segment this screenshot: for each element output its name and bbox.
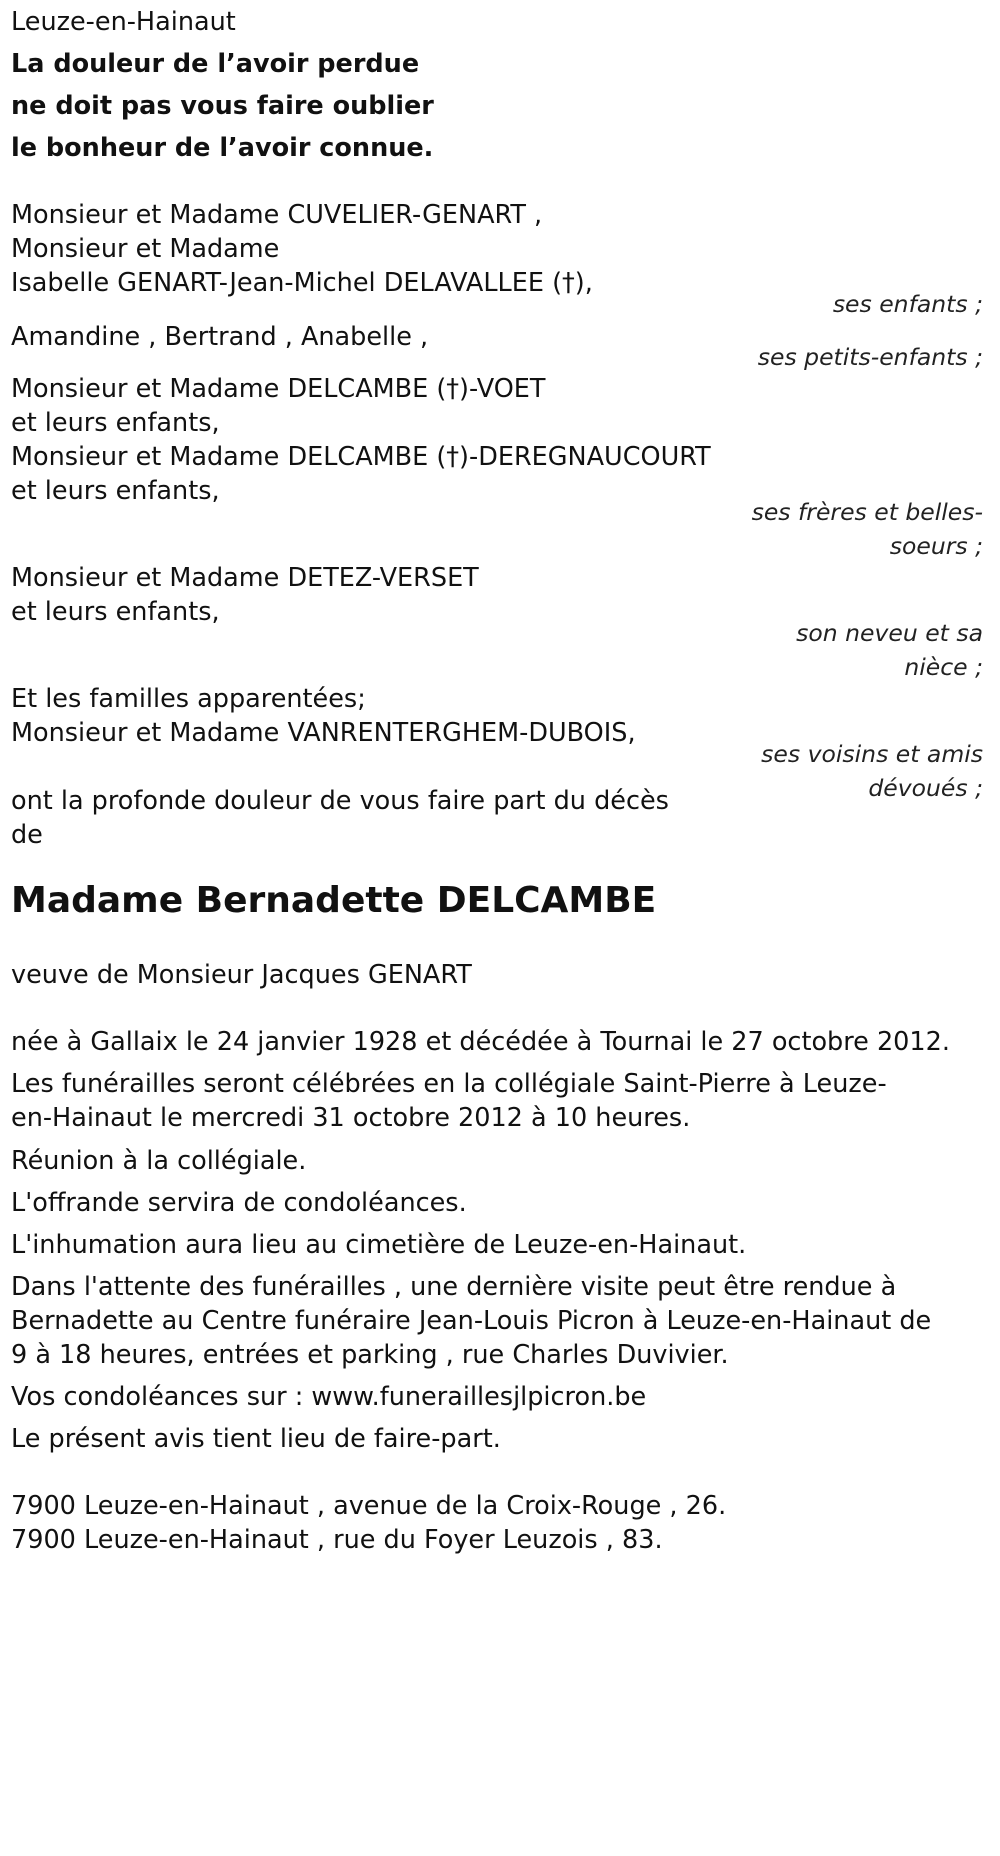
nephew-role-2: nièce ; <box>904 653 983 681</box>
burial-line: L'inhumation aura lieu au cimetière de Leuze-en-Hainaut. <box>11 1230 747 1260</box>
city-heading: Leuze-en-Hainaut <box>11 7 236 37</box>
children-line-1: Monsieur et Madame CUVELIER-GENART , <box>11 200 543 230</box>
others-role-1: ses voisins et amis <box>761 740 983 768</box>
siblings-line-3: Monsieur et Madame DELCAMBE (†)-DEREGNAUCOURT <box>11 442 711 472</box>
funeral-line-1: Les funérailles seront célébrées en la collégiale Saint-Pierre à Leuze- <box>11 1069 887 1099</box>
announcement-line-1: ont la profonde douleur de vous faire part du décès <box>11 786 669 816</box>
siblings-line-2: et leurs enfants, <box>11 408 220 438</box>
condolences-line: Vos condoléances sur : www.funeraillesjlpicron.be <box>11 1382 647 1412</box>
children-line-3: Isabelle GENART-Jean-Michel DELAVALLEE (†), <box>11 268 593 298</box>
grandchildren-line: Amandine , Bertrand , Anabelle , <box>11 322 429 352</box>
visit-line-3: 9 à 18 heures, entrées et parking , rue Charles Duvivier. <box>11 1340 729 1370</box>
poem-line-2: ne doit pas vous faire oublier <box>11 91 434 121</box>
visit-line-1: Dans l'attente des funérailles , une dernière visite peut être rendue à <box>11 1272 897 1302</box>
others-line-2: Monsieur et Madame VANRENTERGHEM-DUBOIS, <box>11 718 636 748</box>
address-line-1: 7900 Leuze-en-Hainaut , avenue de la Croix-Rouge , 26. <box>11 1491 727 1521</box>
nephew-role-1: son neveu et sa <box>796 619 983 647</box>
offering-line: L'offrande servira de condoléances. <box>11 1188 467 1218</box>
meeting-line: Réunion à la collégiale. <box>11 1146 307 1176</box>
visit-line-2: Bernadette au Centre funéraire Jean-Louis Picron à Leuze-en-Hainaut de <box>11 1306 932 1336</box>
poem-line-1: La douleur de l’avoir perdue <box>11 49 420 79</box>
children-line-2: Monsieur et Madame <box>11 234 280 264</box>
siblings-role-2: soeurs ; <box>889 532 983 560</box>
birth-death-line: née à Gallaix le 24 janvier 1928 et décédée à Tournai le 27 octobre 2012. <box>11 1027 950 1057</box>
deceased-name: Madame Bernadette DELCAMBE <box>11 880 657 921</box>
others-line-1: Et les familles apparentées; <box>11 684 366 714</box>
notice-line: Le présent avis tient lieu de faire-part. <box>11 1424 501 1454</box>
siblings-line-1: Monsieur et Madame DELCAMBE (†)-VOET <box>11 374 546 404</box>
grandchildren-role: ses petits-enfants ; <box>757 343 983 371</box>
announcement-line-2: de <box>11 820 43 850</box>
funeral-line-2: en-Hainaut le mercredi 31 octobre 2012 à 10 heures. <box>11 1103 691 1133</box>
children-role: ses enfants ; <box>832 290 983 318</box>
others-role-2: dévoués ; <box>868 774 983 802</box>
nephew-line-1: Monsieur et Madame DETEZ-VERSET <box>11 563 479 593</box>
siblings-role-1: ses frères et belles- <box>751 498 983 526</box>
siblings-line-4: et leurs enfants, <box>11 476 220 506</box>
nephew-line-2: et leurs enfants, <box>11 597 220 627</box>
poem-line-3: le bonheur de l’avoir connue. <box>11 133 434 163</box>
widow-of: veuve de Monsieur Jacques GENART <box>11 960 472 990</box>
address-line-2: 7900 Leuze-en-Hainaut , rue du Foyer Leuzois , 83. <box>11 1525 663 1555</box>
